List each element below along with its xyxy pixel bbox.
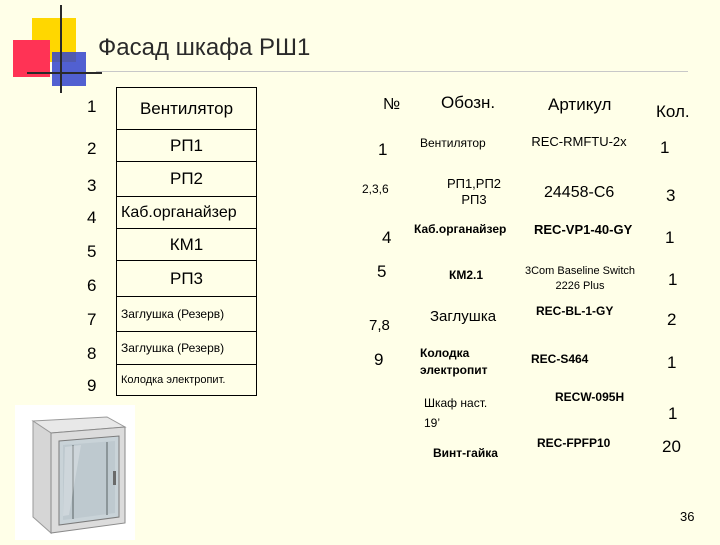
row-number: 4	[382, 228, 392, 247]
row-article: REC-VP1-40-GY	[534, 222, 633, 237]
decor-blue-square	[52, 52, 86, 86]
position-number: 3	[87, 176, 97, 195]
row-quantity: 1	[660, 138, 670, 157]
header-number: №	[383, 96, 401, 113]
unit-fan: Вентилятор	[116, 87, 257, 130]
row-quantity: 1	[667, 353, 677, 372]
position-number: 9	[87, 376, 97, 395]
row-article: 3Com Baseline Switch 2226 Plus	[524, 265, 636, 292]
wall-cabinet-photo	[15, 405, 135, 540]
row-number: 1	[378, 140, 388, 159]
row-quantity: 3	[666, 186, 676, 205]
row-quantity: 1	[668, 270, 678, 289]
unit-power-strip: Колодка электропит.	[116, 364, 257, 396]
unit-switch: КМ1	[116, 228, 257, 261]
row-quantity: 20	[662, 437, 681, 456]
title-underline	[96, 71, 688, 72]
row-quantity: 1	[668, 404, 678, 423]
row-article: REC-FPFP10	[537, 436, 611, 450]
unit-panel-2: РП2	[116, 161, 257, 197]
row-designation: Колодка электропит	[420, 346, 488, 377]
row-article: 24458-C6	[544, 184, 615, 201]
unit-panel-1: РП1	[116, 129, 257, 162]
position-number: 8	[87, 344, 97, 363]
position-number: 6	[87, 276, 97, 295]
row-article: REC-S464	[531, 352, 589, 366]
header-designation: Обозн.	[441, 93, 496, 112]
row-article: REC-RMFTU-2x	[531, 134, 627, 149]
row-designation: Шкаф наст. 19’	[424, 396, 488, 430]
row-number: 7,8	[369, 317, 390, 334]
position-number: 5	[87, 242, 97, 261]
position-number: 1	[87, 97, 97, 116]
row-article: RECW-095H	[555, 390, 625, 404]
row-quantity: 2	[667, 310, 677, 329]
position-number: 7	[87, 310, 97, 329]
header-quantity: Кол.	[656, 102, 690, 121]
slide-title: Фасад шкафа РШ1	[98, 34, 311, 61]
unit-cable-organizer: Каб.органайзер	[116, 196, 257, 229]
position-number: 2	[87, 139, 97, 158]
row-number: 2,3,6	[362, 182, 389, 196]
row-number: 5	[377, 262, 387, 281]
decor-horizontal-line	[27, 72, 102, 74]
unit-panel-3: РП3	[116, 260, 257, 297]
unit-blank-panel: Заглушка (Резерв)	[116, 331, 257, 365]
page-number: 36	[680, 509, 695, 524]
row-designation: КМ2.1	[449, 268, 484, 282]
row-designation: Заглушка	[430, 308, 497, 325]
row-designation: РП1,РП2 РП3	[446, 176, 502, 207]
row-designation: Каб.органайзер	[414, 222, 507, 236]
position-number: 4	[87, 208, 97, 227]
row-designation: Вентилятор	[420, 136, 486, 150]
unit-blank-panel: Заглушка (Резерв)	[116, 296, 257, 332]
row-designation: Винт-гайка	[433, 446, 498, 460]
row-number: 9	[374, 350, 384, 369]
decor-vertical-line	[60, 5, 62, 93]
row-article: REC-BL-1-GY	[536, 304, 614, 318]
header-article: Артикул	[548, 95, 612, 114]
row-quantity: 1	[665, 228, 675, 247]
